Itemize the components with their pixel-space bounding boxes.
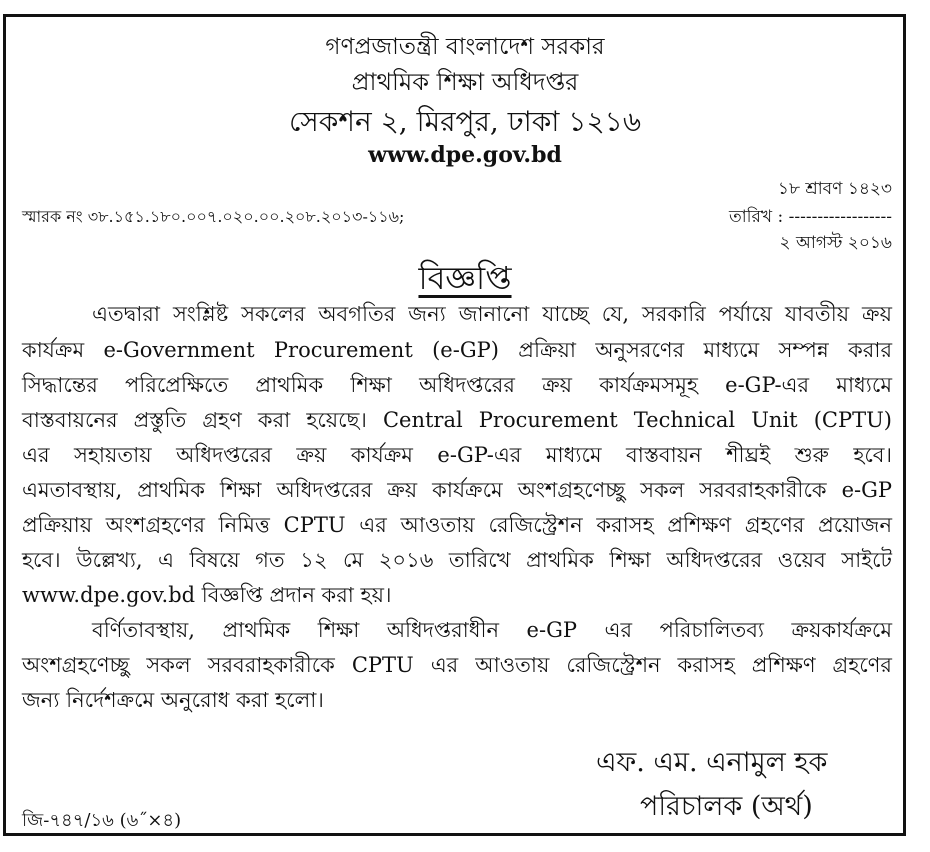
body-line: এতদ্বারা সংশ্লিষ্ট সকলের অবগতির জন্য জানানো যাচ্ছে যে, সরকারি পর্যায়ে যাবতীয় ক্রয় [92, 302, 892, 326]
signatory-name: এফ. এম. এনামুল হক [596, 747, 828, 778]
body-line: কার্যক্রম e-Government Procurement (e-GP) প্রক্রিয়া অনুসরণের মাধ্যমে সম্পন্ন করার [22, 338, 892, 362]
body-line: বাস্তবায়নের প্রস্তুতি গ্রহণ করা হয়েছে। Central Procurement Technical Unit (CPTU) [22, 408, 892, 432]
body-line: এমতাবস্থায়, প্রাথমিক শিক্ষা অধিদপ্তরের ক্রয় কার্যক্রমে অংশগ্রহণেচ্ছু সকল সরবরাহকারীকে e-GP [22, 478, 892, 502]
notice-title: বিজ্ঞপ্তি [418, 259, 512, 297]
memo-number: স্মারক নং ৩৮.১৫১.১৮০.০০৭.০২০.০০.২০৮.২০১৩-১১৬; [22, 207, 405, 226]
body-line: জন্য নির্দেশক্রমে অনুরোধ করা হলো। [22, 688, 324, 712]
bangla-date: ১৮ শ্রাবণ ১৪২৩ [777, 179, 892, 199]
directorate-name: প্রাথমিক শিক্ষা অধিদপ্তর [351, 68, 579, 96]
body-line: প্রক্রিয়ায় অংশগ্রহণের নিমিত্ত CPTU এর আওতায় রেজিস্ট্রেশন করাসহ প্রশিক্ষণ গ্রহণের প্রয়োজন [22, 513, 892, 537]
body-line: বর্ণিতাবস্থায়, প্রাথমিক শিক্ষা অধিদপ্তরাধীন e-GP এর পরিচালিতব্য ক্রয়কার্যক্রমে [92, 618, 892, 642]
date-field: তারিখ : ------------------ [729, 207, 892, 227]
footer-code: জি-৭৪৭/১৬ (৬˝×৪) [22, 810, 182, 831]
english-date: ২ আগস্ট ২০১৬ [779, 233, 892, 253]
body-line: এর সহায়তায় অধিদপ্তরের ক্রয় কার্যক্রম e-GP-এর মাধ্যমে বাস্তবায়ন শীঘ্রই শুরু হবে। [22, 443, 892, 467]
body-line: অংশগ্রহণেচ্ছু সকল সরবরাহকারীকে CPTU এর আওতায় রেজিস্ট্রেশন করাসহ প্রশিক্ষণ গ্রহণের [22, 653, 892, 677]
office-address: সেকশন ২, মিরপুর, ঢাকা ১২১৬ [288, 105, 642, 138]
government-name: গণপ্রজাতন্ত্রী বাংলাদেশ সরকার [325, 34, 605, 60]
body-line: হবে। উল্লেখ্য, এ বিষয়ে গত ১২ মে ২০১৬ তারিখে প্রাথমিক শিক্ষা অধিদপ্তরের ওয়েব সাইটে [22, 548, 892, 572]
website-url: www.dpe.gov.bd [368, 142, 562, 168]
body-line: www.dpe.gov.bd বিজ্ঞপ্তি প্রদান করা হয়। [22, 583, 392, 607]
signatory-designation: পরিচালক (অর্থ) [640, 791, 813, 822]
body-line: সিদ্ধান্তের পরিপ্রেক্ষিতে প্রাথমিক শিক্ষা অধিদপ্তরের ক্রয় কার্যক্রমসমূহ e-GP-এর মাধ্যমে [22, 373, 892, 397]
